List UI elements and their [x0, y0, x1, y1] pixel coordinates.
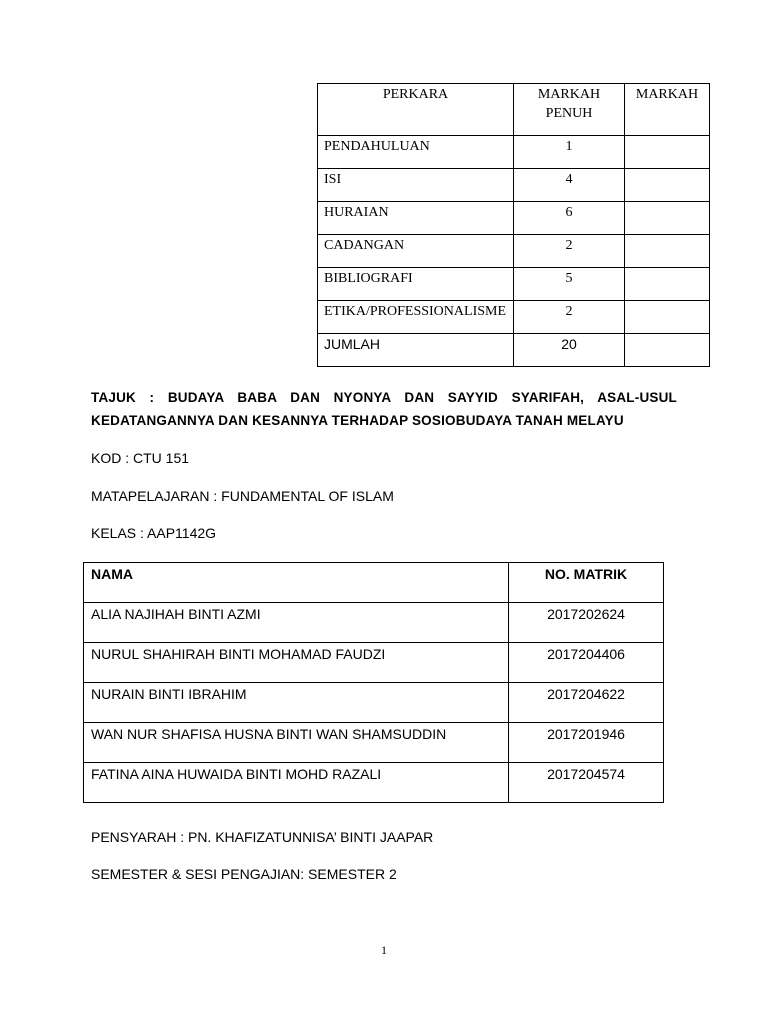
student-matrik: 2017202624: [509, 603, 664, 643]
student-name: ALIA NAJIHAH BINTI AZMI: [84, 603, 509, 643]
students-table-header: [84, 563, 664, 603]
marks-row-total: [318, 334, 710, 367]
header-nama: NAMA: [84, 563, 509, 603]
marks-item: PENDAHULUAN: [318, 136, 514, 169]
marks-score: [625, 202, 710, 235]
student-name: WAN NUR SHAFISA HUSNA BINTI WAN SHAMSUDDIN: [84, 723, 509, 763]
marks-row: [318, 169, 710, 202]
marks-full: 6: [514, 202, 625, 235]
subject: MATAPELAJARAN : FUNDAMENTAL OF ISLAM: [91, 488, 394, 504]
student-matrik: 2017204406: [509, 643, 664, 683]
marks-row: [318, 235, 710, 268]
marks-row: [318, 268, 710, 301]
marks-row: [318, 136, 710, 169]
marks-score: [625, 235, 710, 268]
marks-full: 20: [514, 334, 625, 367]
marks-row: [318, 301, 710, 334]
student-row: [84, 603, 664, 643]
header-markah-penuh: MARKAH PENUH: [514, 84, 625, 136]
student-row: [84, 643, 664, 683]
header-markah: MARKAH: [625, 84, 710, 136]
semester-session: SEMESTER & SESI PENGAJIAN: SEMESTER 2: [91, 866, 397, 882]
assignment-title: [91, 386, 677, 432]
title-line-1: TAJUK : BUDAYA BABA DAN NYONYA DAN SAYYID SYARIFAH, ASAL-USUL: [91, 390, 677, 405]
marks-item: BIBLIOGRAFI: [318, 268, 514, 301]
marks-item: CADANGAN: [318, 235, 514, 268]
student-matrik: 2017204574: [509, 763, 664, 803]
title-line-2: KEDATANGANNYA DAN KESANNYA TERHADAP SOSIOBUDAYA TANAH MELAYU: [91, 413, 624, 428]
marks-item: HURAIAN: [318, 202, 514, 235]
marks-full: 1: [514, 136, 625, 169]
marks-full: 2: [514, 235, 625, 268]
marks-table-header: [318, 84, 710, 136]
marks-full: 4: [514, 169, 625, 202]
marks-full: 2: [514, 301, 625, 334]
marks-score: [625, 334, 710, 367]
student-matrik: 2017204622: [509, 683, 664, 723]
header-no-matrik: NO. MATRIK: [509, 563, 664, 603]
marks-full: 5: [514, 268, 625, 301]
student-name: NURUL SHAHIRAH BINTI MOHAMAD FAUDZI: [84, 643, 509, 683]
marks-score: [625, 136, 710, 169]
marks-item: ETIKA/PROFESSIONALISME: [318, 301, 514, 334]
student-name: FATINA AINA HUWAIDA BINTI MOHD RAZALI: [84, 763, 509, 803]
class: KELAS : AAP1142G: [91, 525, 217, 541]
marks-score: [625, 301, 710, 334]
marks-table: [317, 83, 710, 367]
student-row: [84, 683, 664, 723]
marks-score: [625, 169, 710, 202]
lecturer: PENSYARAH : PN. KHAFIZATUNNISA’ BINTI JAAPAR: [91, 829, 434, 845]
header-perkara: PERKARA: [318, 84, 514, 136]
course-code: KOD : CTU 151: [91, 450, 190, 466]
student-matrik: 2017201946: [509, 723, 664, 763]
student-row: [84, 723, 664, 763]
marks-score: [625, 268, 710, 301]
page-number: 1: [381, 943, 387, 957]
marks-item: ISI: [318, 169, 514, 202]
marks-row: [318, 202, 710, 235]
student-name: NURAIN BINTI IBRAHIM: [84, 683, 509, 723]
students-table: [83, 562, 664, 803]
marks-item: JUMLAH: [318, 334, 514, 367]
student-row: [84, 763, 664, 803]
